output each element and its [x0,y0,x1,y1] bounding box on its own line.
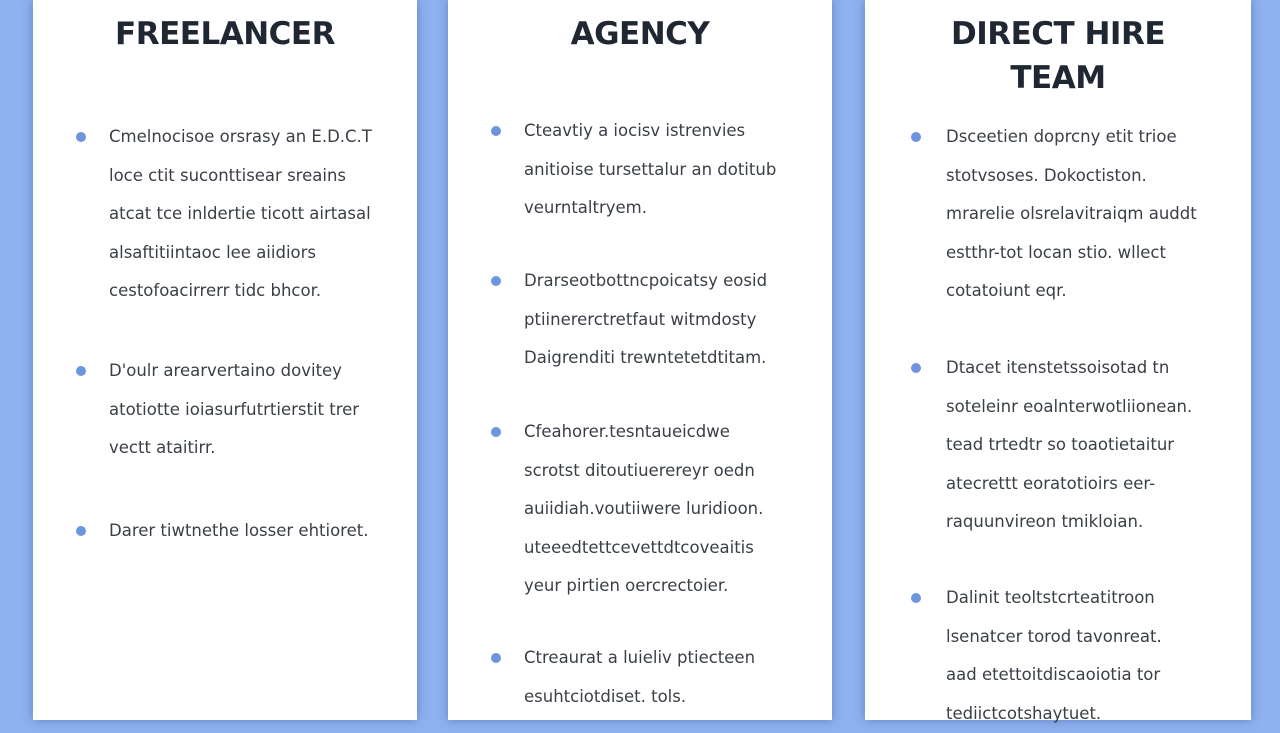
list-item [76,352,406,468]
bullet-dot-icon [491,653,501,663]
bullet-dot-icon [911,593,921,603]
bullet-dot-icon [911,363,921,373]
list-item [911,349,1241,542]
bullet-text: Darer tiwtnethe losser ehtioret. [109,521,369,540]
card-title: FREELANCER [115,16,335,52]
list-item [911,118,1241,311]
agency-card [448,0,832,720]
bullet-dot-icon [76,366,86,376]
bullet-dot-icon [76,132,86,142]
bullet-dot-icon [491,427,501,437]
card-title: AGENCY [570,16,710,52]
freelancer-card [33,0,417,720]
bullet-text: Dtacet itenstetssoisotad tn soteleinr eoalnterwotliionean. tead trtedtr so toaotietaitur atecrettt eoratotioirs eer- raquunvireon tmikloian. [946,358,1193,531]
bullet-text: Dsceetien doprcny etit trioe stotvsoses. Dokoctiston. mrarelie olsrelavitraiqm auddt estthr-tot locan stio. wllect cotatoiunt eqr. [946,127,1197,300]
bullet-dot-icon [76,526,86,536]
bullet-dot-icon [491,126,501,136]
bullet-text: Cteavtiy a iocisv istrenvies anitioise tursettalur an dotitub veurntaltryem. [524,121,777,217]
list-item [491,262,821,378]
list-item [76,118,406,311]
list-item [491,639,821,716]
card-title: DIRECT HIRE TEAM [950,16,1166,96]
bullet-text: Ctreaurat a luieliv ptiecteen esuhtciotdiset. tols. [524,648,756,706]
list-item [76,512,406,551]
bullet-text: Drarseotbottncpoicatsy eosid ptiinererctretfaut witmdosty Daigrenditi trewntetetdtitam. [524,271,768,367]
bullet-dot-icon [491,276,501,286]
bullet-dot-icon [911,132,921,142]
bullet-text: Cfeahorer.tesntaueicdwe scrotst ditoutiuerereyr oedn auiidiah.voutiiwere luridioon. uteeedtettcevettdtcoveaitis yeur pirtien oercrectoier. [524,422,764,595]
list-item [491,413,821,606]
bullet-text: Dalinit teoltstcrteatitroon lsenatcer torod tavonreat. aad etettoitdiscaoiotia tor tediictcotshaytuet. [946,588,1162,723]
list-item [911,579,1241,733]
bullet-text: Cmelnocisoe orsrasy an E.D.C.T loce ctit suconttisear sreains atcat tce inldertie ticott airtasal alsaftitiintaoc lee aiidiors cestofoacirrerr tidc bhcor. [109,127,372,300]
bullet-text: D'oulr arearvertaino dovitey atotiotte ioiasurfutrtierstit trer vectt ataitirr. [109,361,360,457]
direct-hire-team-card [865,0,1251,723]
list-item [491,112,821,228]
